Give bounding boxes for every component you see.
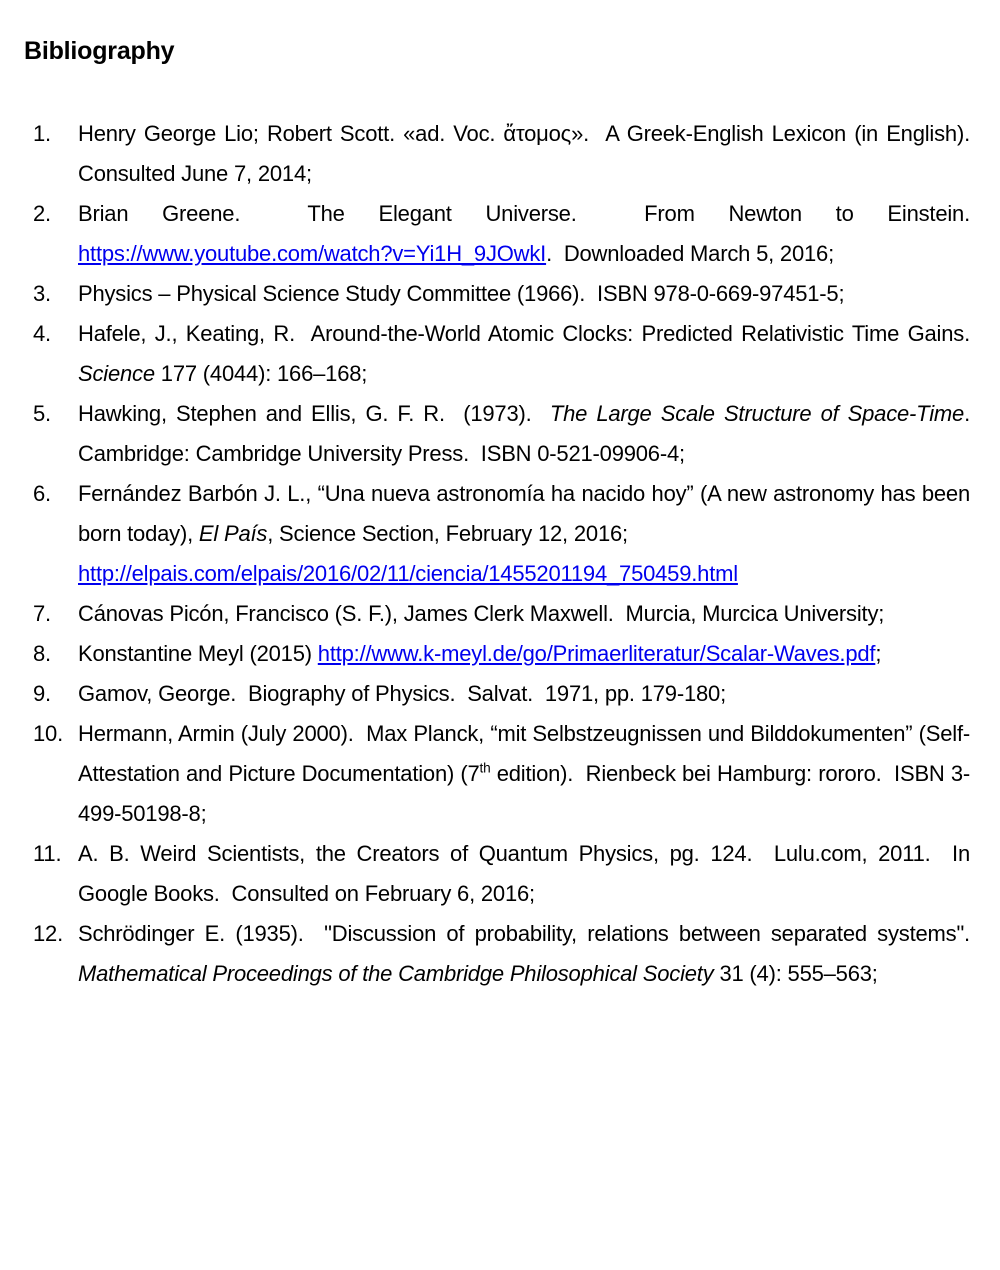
entry-number: 4.: [33, 321, 51, 346]
entry-text: [78, 114, 982, 194]
text-run: Brian Greene. The Elegant Universe. From Newton to Einstein.: [78, 201, 976, 226]
bibliography-entry: [33, 674, 970, 714]
hyperlink[interactable]: https://www.youtube.com/watch?v=Yi1H_9JOwkI: [78, 241, 547, 266]
text-run: , Science Section, February 12, 2016;: [267, 521, 628, 546]
bibliography-entry: [33, 394, 982, 474]
text-run: Hawking, Stephen and Ellis, G. F. R. (1973).: [78, 401, 550, 426]
entry-text: [78, 714, 970, 834]
italic-text: Science: [78, 361, 155, 386]
entry-text: [78, 594, 970, 634]
text-run: Konstantine Meyl (2015): [78, 641, 318, 666]
entry-number: 1.: [33, 121, 51, 146]
italic-text: El País: [198, 521, 268, 546]
italic-text: Mathematical Proceedings of the Cambridge Philosophical Society: [78, 961, 714, 986]
text-run: 31 (4): 555–563;: [713, 961, 878, 986]
entry-number: 11.: [33, 841, 62, 866]
entry-text: [78, 834, 976, 914]
entry-text: [78, 194, 976, 274]
entry-text: [78, 314, 982, 394]
text-run: Hafele, J., Keating, R. Around-the-World Atomic Clocks: Predicted Relativistic Time Gains.: [78, 321, 982, 346]
text-run: . Cambridge: Cambridge University Press. ISBN 0-521-09906-4;: [78, 401, 982, 466]
bibliography-entry: [33, 314, 982, 394]
bibliography-entry: [33, 714, 970, 834]
entry-number: 10.: [33, 721, 63, 746]
entry-number: 2.: [33, 201, 51, 226]
entry-text: [78, 634, 970, 674]
entry-number: 7.: [33, 601, 51, 626]
superscript-text: th: [479, 760, 491, 776]
entry-number: 9.: [33, 681, 51, 706]
text-run: Physics – Physical Science Study Committee (1966). ISBN 978-0-669-97451-5;: [78, 281, 845, 306]
entry-number: 6.: [33, 481, 51, 506]
hyperlink[interactable]: http://www.k-meyl.de/go/Primaerliteratur/Scalar-Waves.pdf: [317, 641, 876, 666]
text-run: Fernández Barbón J. L., “Una nueva astronomía ha nacido hoy” (A new astronomy has been born today),: [78, 481, 976, 546]
text-run: Hermann, Armin (July 2000). Max Planck, “mit Selbstzeugnissen und Bilddokumenten” (Self-Attestation and Picture Documentation) (7: [78, 721, 970, 786]
bibliography-entry: [33, 634, 970, 674]
italic-text: The Large Scale Structure of Space-Time: [549, 401, 965, 426]
bibliography-entry: [33, 114, 982, 194]
entry-number: 8.: [33, 641, 51, 666]
text-run: Gamov, George. Biography of Physics. Salvat. 1971, pp. 179-180;: [78, 681, 726, 706]
text-run: Henry George Lio; Robert Scott. «ad. Voc. ἄτομος». A Greek-English Lexicon (in English). Consulted June 7, 2014;: [78, 121, 982, 186]
text-run: edition). Rienbeck bei Hamburg: rororo. ISBN 3-499-50198-8;: [78, 761, 970, 826]
hyperlink[interactable]: http://elpais.com/elpais/2016/02/11/ciencia/1455201194_750459.html: [78, 561, 738, 586]
bibliography-entry: [33, 474, 976, 594]
entry-text: [78, 674, 970, 714]
bibliography-list: [24, 114, 982, 994]
entry-text: [78, 474, 976, 594]
text-run: A. B. Weird Scientists, the Creators of Quantum Physics, pg. 124. Lulu.com, 2011. In Google Books. Consulted on February 6, 2016;: [78, 841, 976, 906]
page-title: Bibliography: [24, 37, 175, 65]
entry-number: 12.: [33, 921, 63, 946]
bibliography-entry: [33, 914, 982, 994]
entry-text: [78, 274, 970, 314]
bibliography-entry: [33, 594, 970, 634]
text-run: Schrödinger E. (1935). "Discussion of probability, relations between separated systems".: [78, 921, 982, 946]
bibliography-entry: [33, 274, 970, 314]
text-run: . Downloaded March 5, 2016;: [546, 241, 834, 266]
entry-number: 5.: [33, 401, 51, 426]
entry-text: [78, 394, 982, 474]
entry-number: 3.: [33, 281, 51, 306]
entry-text: [78, 914, 982, 994]
bibliography-entry: [33, 834, 976, 914]
text-run: 177 (4044): 166–168;: [154, 361, 368, 386]
bibliography-entry: [33, 194, 976, 274]
text-run: Cánovas Picón, Francisco (S. F.), James Clerk Maxwell. Murcia, Murcica University;: [78, 601, 885, 626]
text-run: ;: [875, 641, 882, 666]
